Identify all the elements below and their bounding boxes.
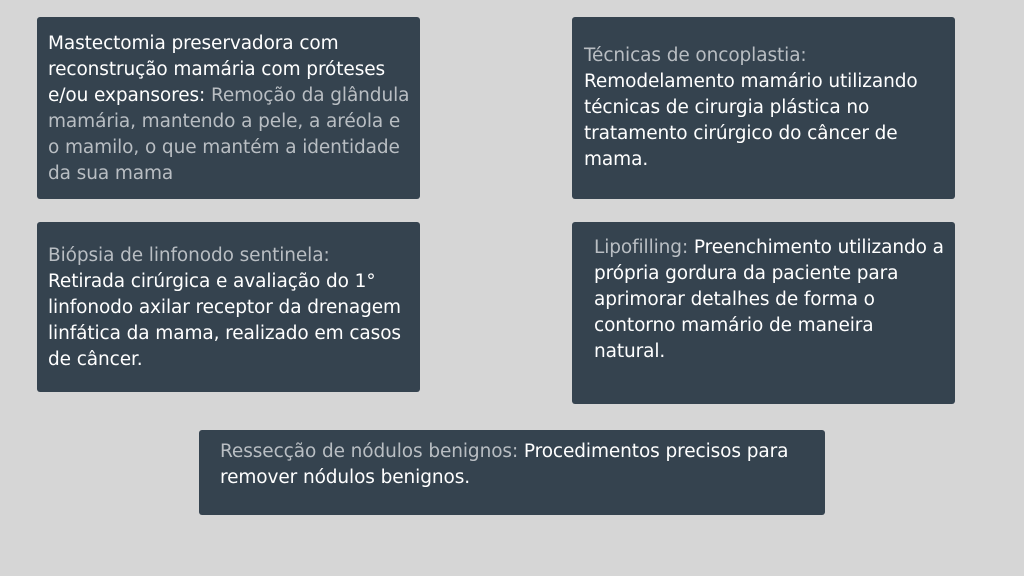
card-text: Remoção da glândula mamária, mantendo a pele, a aréola e o mamilo, o que mantém a identidade da sua mama [48,85,410,184]
card-title: Lipofilling: [594,237,689,258]
card-mastectomia-preservadora [37,17,420,199]
card-lipofilling [572,222,955,404]
card-linfonodo-sentinela [37,222,420,392]
card-title: Biópsia de linfonodo sentinela: [48,245,330,266]
card-text: Retirada cirúrgica e avaliação do 1° linfonodo axilar receptor da drenagem linfática da mama, realizado em casos de câncer. [48,271,401,370]
card-text: Preenchimento utilizando a própria gordura da paciente para aprimorar detalhes de forma o contorno mamário de maneira natural. [594,237,944,362]
card-oncoplastia [572,17,955,199]
card-text: Procedimentos precisos para remover nódulos benignos. [220,441,789,488]
card-text: Remodelamento mamário utilizando técnicas de cirurgia plástica no tratamento cirúrgico do câncer de mama. [584,71,918,170]
card-title: Mastectomia preservadora com reconstrução mamária com próteses e/ou expansores: [48,33,386,106]
card-title: Técnicas de oncoplastia: [584,45,807,66]
card-nodulos-benignos [199,430,825,515]
card-title: Ressecção de nódulos benignos: [220,441,519,462]
